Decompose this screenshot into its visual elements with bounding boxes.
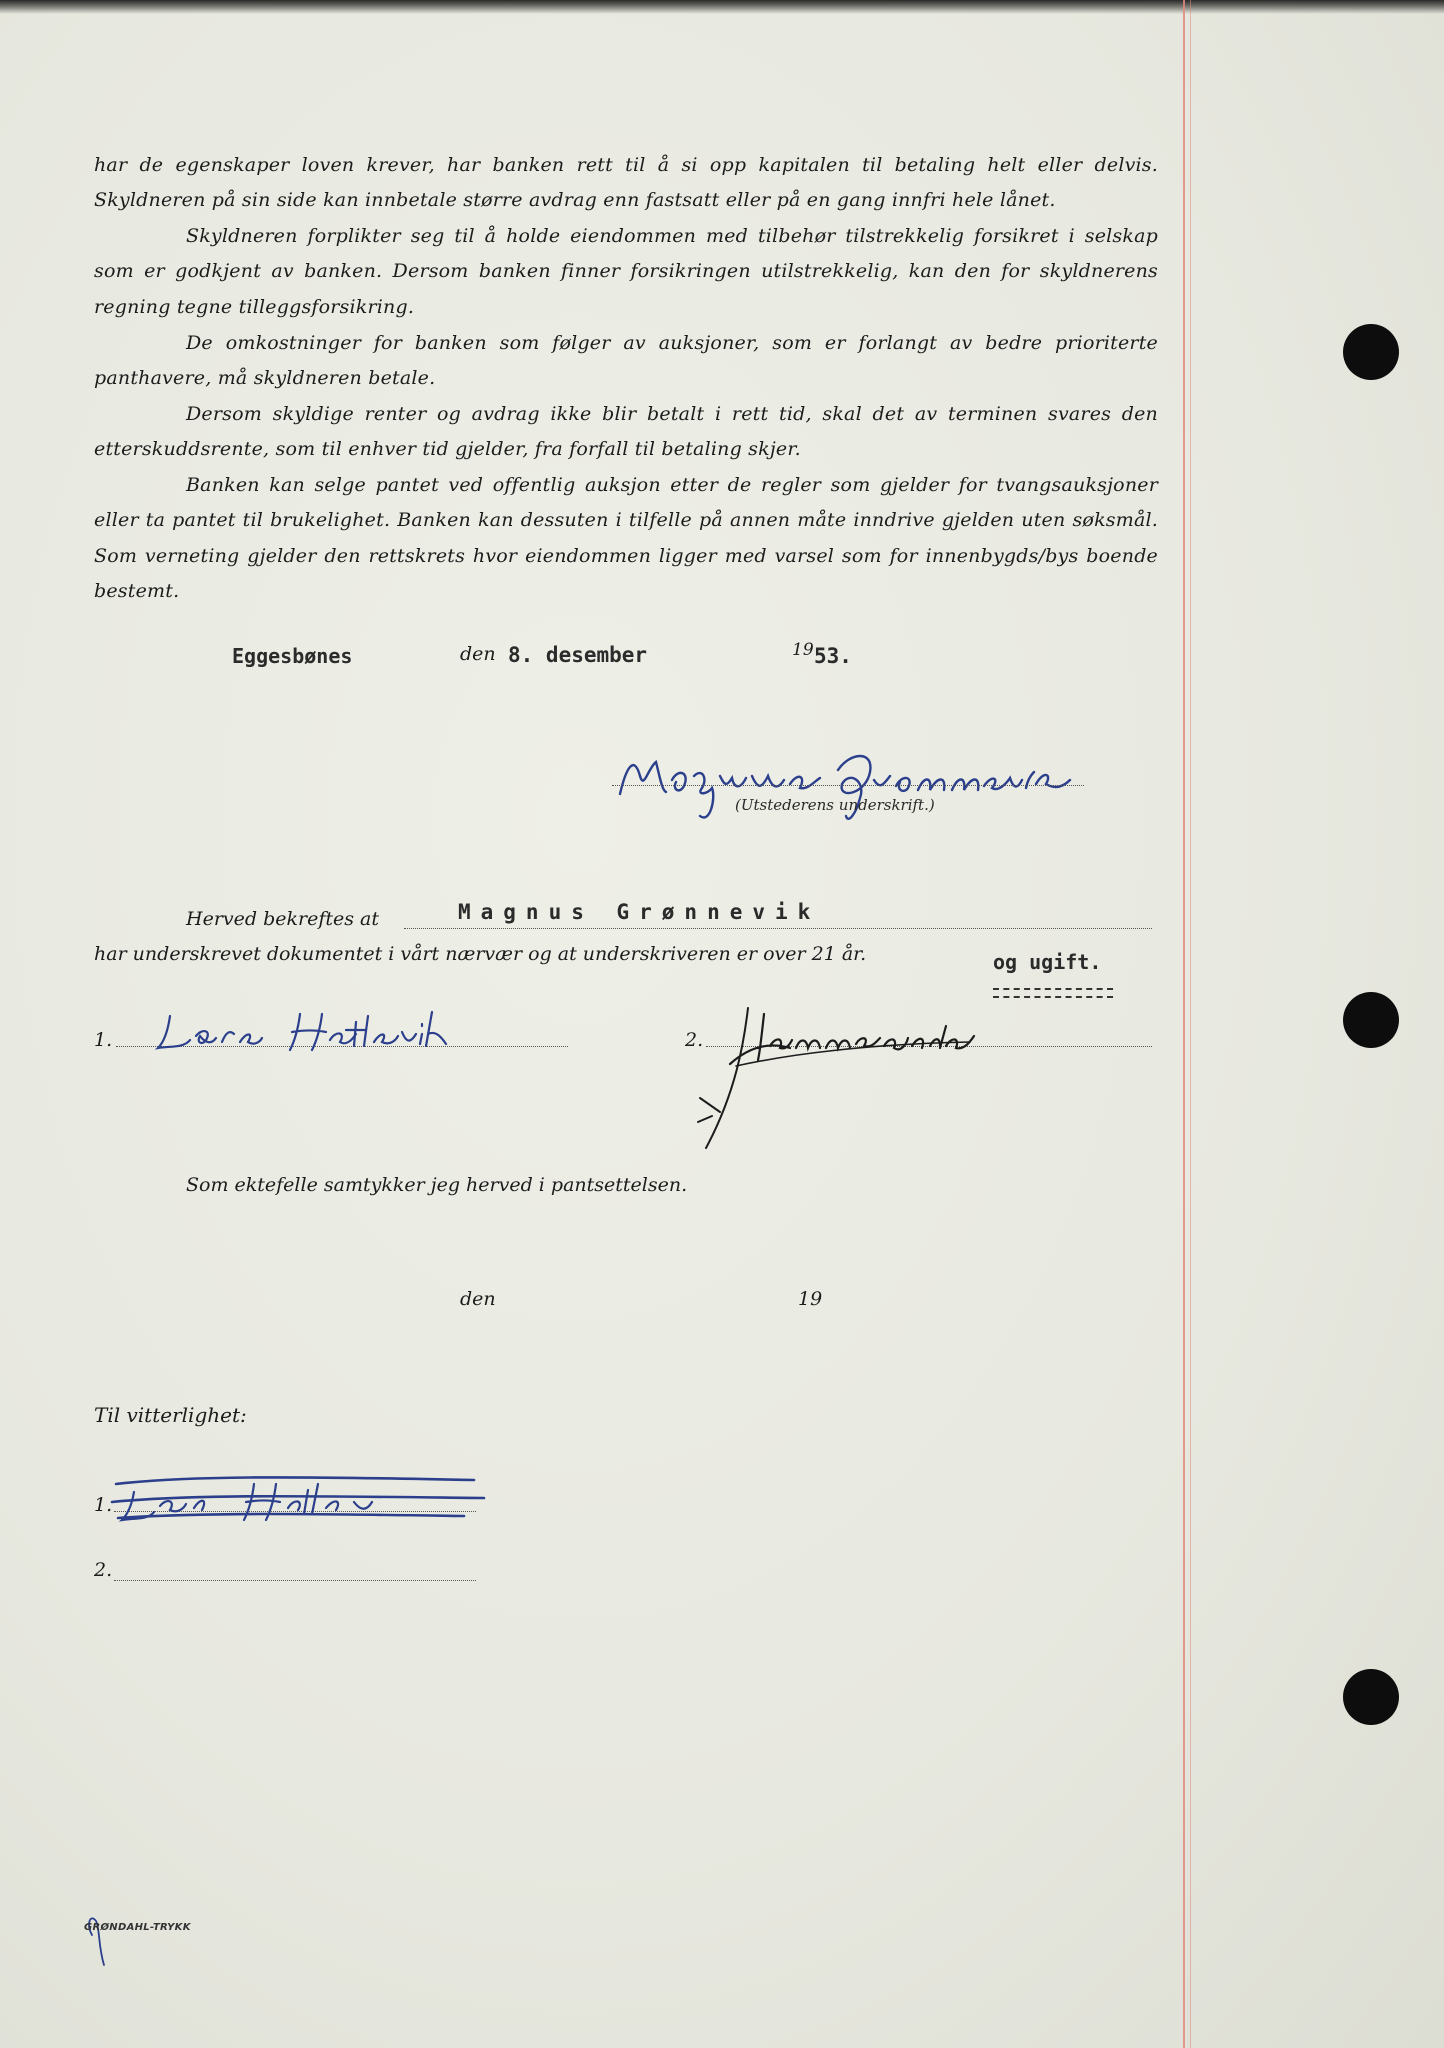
attestation-crossed-signature	[104, 1462, 504, 1532]
margin-rule-secondary	[1190, 0, 1191, 2048]
year-prefix: 19	[792, 640, 814, 660]
initial-mark	[82, 1895, 142, 1975]
confirmation-statement: har underskrevet dokumentet i vårt nærvær og at underskriveren er over 21 år.	[94, 943, 867, 965]
marital-status-addition: og ugift.	[993, 950, 1102, 974]
spouse-den-label: den	[460, 1288, 496, 1310]
confirmation-name-line	[404, 928, 1152, 929]
year-suffix: 53.	[814, 644, 852, 668]
attestation-line-2	[114, 1580, 476, 1581]
place-name: Eggesbønes	[232, 644, 353, 668]
witness-1-signature-text: Lars Hatlevik	[150, 1002, 157, 1003]
scan-top-edge	[0, 0, 1444, 14]
issuer-signature-text: Magnus Grønnevik	[612, 732, 622, 733]
spouse-year-prefix: 19	[798, 1288, 823, 1310]
attestation-number-2: 2.	[94, 1559, 113, 1581]
witness-2-number: 2.	[685, 1029, 704, 1051]
attestation-title: Til vitterlighet:	[94, 1403, 247, 1427]
issuer-signature-line	[612, 785, 1084, 786]
paragraph-auction-costs: De omkostninger for banken som følger av auksjoner, som er forlangt av bedre prioriterte panthavere, må skyldneren betale.	[94, 332, 1158, 390]
paragraph-termination: har de egenskaper loven krever, har banken rett til å si opp kapitalen til betaling helt eller delvis. Skyldneren på sin side kan innbetale større avdrag enn fastsatt eller på en gang innfri hele lånet.	[94, 154, 1158, 212]
paragraph-foreclosure: Banken kan selge pantet ved offentlig auksjon etter de regler som gjelder for tvangsauksjoner eller ta pantet til brukelighet. Banken kan dessuten i tilfelle på annen måte inndrive gjelden uten søksmål. Som verneting gjelder den rettskrets hvor eiendommen ligger med varsel som for innenbygds/bys boende bestemt.	[94, 474, 1158, 602]
issuer-signature-caption: (Utstederens underskrift.)	[735, 796, 935, 814]
spouse-consent: Som ektefelle samtykker jeg herved i pantsettelsen.	[186, 1174, 688, 1196]
addition-underline	[993, 988, 1113, 998]
witness-1-number: 1.	[94, 1029, 113, 1051]
date-den-label: den	[460, 643, 496, 665]
witness-2-signature	[640, 1002, 1100, 1162]
attestation-number-1: 1.	[94, 1494, 113, 1516]
paragraph-late-interest: Dersom skyldige renter og avdrag ikke blir betalt i rett tid, skal det av terminen svares den etterskuddsrente, som til enhver tid gjelder, fra forfall til betaling skjer.	[94, 403, 1158, 461]
printer-imprint: GRØNDAHL-TRYKK	[84, 1922, 191, 1933]
punch-hole-top	[1343, 324, 1399, 380]
margin-rule	[1183, 0, 1185, 2048]
date-value: 8. desember	[508, 643, 648, 667]
confirmation-label: Herved bekreftes at	[186, 908, 379, 930]
punch-hole-bottom	[1343, 1669, 1399, 1725]
punch-hole-middle	[1343, 992, 1399, 1048]
confirmed-name: Magnus Grønnevik	[458, 900, 821, 924]
paragraph-insurance: Skyldneren forplikter seg til å holde eiendommen med tilbehør tilstrekkelig forsikret i selskap som er godkjent av banken. Dersom banken finner forsikringen utilstrekkelig, kan den for skyldnerens regning tegne tilleggsforsikring.	[94, 225, 1158, 318]
witness-1-signature	[150, 1002, 530, 1062]
